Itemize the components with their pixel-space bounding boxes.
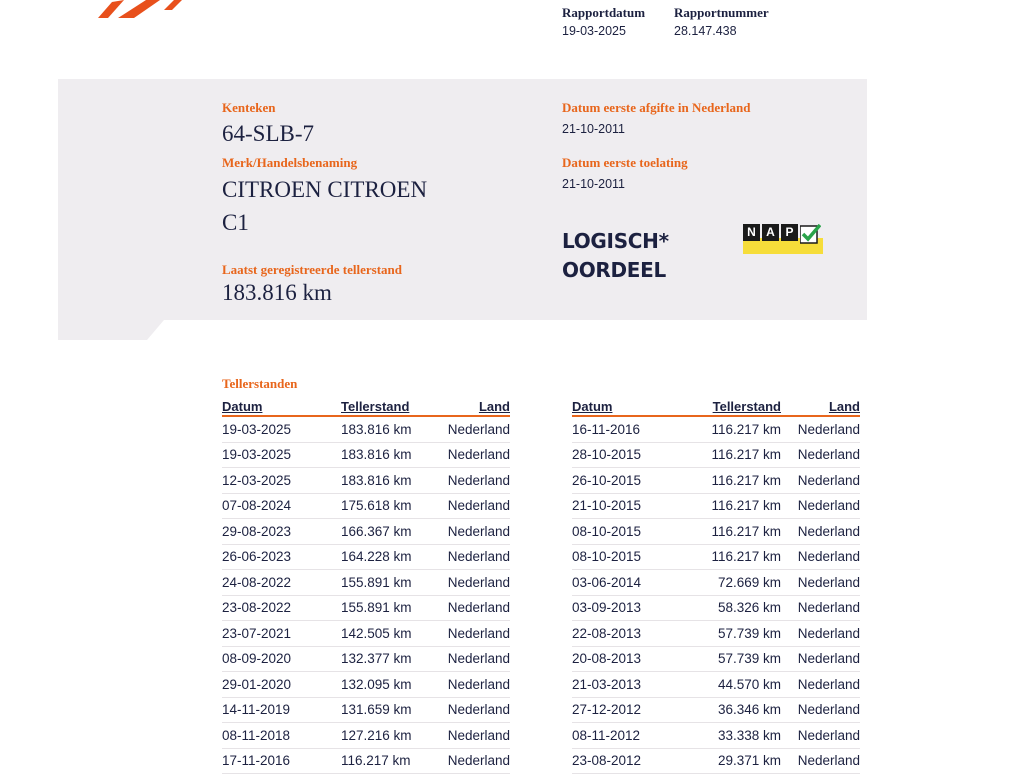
col-header-date: Datum bbox=[222, 397, 341, 416]
table-row bbox=[572, 723, 860, 749]
readings-body-left bbox=[222, 416, 510, 774]
cell-country: Nederland bbox=[431, 621, 510, 647]
cell-reading: 116.217 km bbox=[341, 748, 431, 774]
cell-date: 03-09-2013 bbox=[572, 595, 691, 621]
table-row bbox=[222, 621, 510, 647]
table-row bbox=[222, 570, 510, 596]
verdict-line2: OORDEEL bbox=[562, 258, 666, 282]
cell-country: Nederland bbox=[431, 493, 510, 519]
make-value-line1: CITROEN CITROEN bbox=[222, 177, 428, 202]
cell-reading: 29.371 km bbox=[691, 748, 781, 774]
cell-country: Nederland bbox=[781, 595, 860, 621]
cell-country: Nederland bbox=[781, 723, 860, 749]
cell-date: 08-10-2015 bbox=[572, 519, 691, 545]
cell-country: Nederland bbox=[781, 672, 860, 698]
cell-reading: 116.217 km bbox=[691, 493, 781, 519]
cell-reading: 116.217 km bbox=[691, 544, 781, 570]
vehicle-info-panel bbox=[58, 79, 867, 340]
table-row bbox=[222, 723, 510, 749]
cell-country: Nederland bbox=[781, 621, 860, 647]
table-row bbox=[572, 519, 860, 545]
cell-country: Nederland bbox=[781, 519, 860, 545]
table-row bbox=[222, 416, 510, 442]
cell-country: Nederland bbox=[431, 595, 510, 621]
cell-date: 08-09-2020 bbox=[222, 646, 341, 672]
table-row bbox=[222, 697, 510, 723]
table-row bbox=[222, 544, 510, 570]
cell-reading: 183.816 km bbox=[341, 442, 431, 468]
cell-date: 21-03-2013 bbox=[572, 672, 691, 698]
readings-body-right bbox=[572, 416, 860, 774]
cell-reading: 72.669 km bbox=[691, 570, 781, 596]
cell-reading: 164.228 km bbox=[341, 544, 431, 570]
cell-date: 26-10-2015 bbox=[572, 468, 691, 494]
cell-date: 14-11-2019 bbox=[222, 697, 341, 723]
cell-reading: 57.739 km bbox=[691, 621, 781, 647]
table-row bbox=[222, 493, 510, 519]
cell-date: 03-06-2014 bbox=[572, 570, 691, 596]
cell-country: Nederland bbox=[431, 723, 510, 749]
cell-reading: 131.659 km bbox=[341, 697, 431, 723]
checkmark-icon bbox=[800, 224, 821, 244]
table-row bbox=[572, 493, 860, 519]
first-issue-nl-value: 21-10-2011 bbox=[562, 122, 626, 136]
cell-date: 23-08-2012 bbox=[572, 748, 691, 774]
make-value-line2: C1 bbox=[222, 210, 249, 235]
cell-country: Nederland bbox=[431, 519, 510, 545]
cell-date: 21-10-2015 bbox=[572, 493, 691, 519]
verdict-line1: LOGISCH* bbox=[562, 229, 669, 253]
readings-title: Tellerstanden bbox=[222, 376, 298, 391]
cell-reading: 44.570 km bbox=[691, 672, 781, 698]
table-row bbox=[572, 621, 860, 647]
report-date: 19-03-2025 bbox=[562, 24, 626, 38]
cell-date: 29-08-2023 bbox=[222, 519, 341, 545]
nap-badge bbox=[743, 224, 823, 254]
cell-country: Nederland bbox=[781, 570, 860, 596]
cell-date: 19-03-2025 bbox=[222, 416, 341, 442]
cell-date: 23-07-2021 bbox=[222, 621, 341, 647]
cell-country: Nederland bbox=[431, 544, 510, 570]
table-row bbox=[572, 468, 860, 494]
table-row bbox=[222, 748, 510, 774]
table-row bbox=[572, 595, 860, 621]
cell-date: 07-08-2024 bbox=[222, 493, 341, 519]
odometer-value: 183.816 km bbox=[222, 280, 332, 305]
cell-date: 20-08-2013 bbox=[572, 646, 691, 672]
table-header-row bbox=[572, 397, 860, 416]
table-row bbox=[572, 697, 860, 723]
cell-country: Nederland bbox=[431, 672, 510, 698]
cell-reading: 127.216 km bbox=[341, 723, 431, 749]
cell-date: 23-08-2022 bbox=[222, 595, 341, 621]
cell-reading: 116.217 km bbox=[691, 519, 781, 545]
first-admission-label: Datum eerste toelating bbox=[562, 155, 688, 170]
nap-letter-n: N bbox=[743, 224, 760, 241]
table-row bbox=[572, 646, 860, 672]
cell-date: 28-10-2015 bbox=[572, 442, 691, 468]
col-header-reading: Tellerstand bbox=[341, 397, 431, 416]
table-row bbox=[222, 442, 510, 468]
cell-reading: 58.326 km bbox=[691, 595, 781, 621]
cell-country: Nederland bbox=[431, 570, 510, 596]
table-row bbox=[572, 748, 860, 774]
nap-letter-p: P bbox=[781, 224, 798, 241]
cell-reading: 36.346 km bbox=[691, 697, 781, 723]
cell-country: Nederland bbox=[431, 468, 510, 494]
col-header-country: Land bbox=[781, 397, 860, 416]
panel-background bbox=[58, 79, 867, 340]
nap-letter-a: A bbox=[762, 224, 779, 241]
cell-country: Nederland bbox=[781, 468, 860, 494]
col-header-country: Land bbox=[431, 397, 510, 416]
table-row bbox=[222, 595, 510, 621]
cell-reading: 132.095 km bbox=[341, 672, 431, 698]
logo-fragment bbox=[98, 0, 188, 18]
plate-value: 64-SLB-7 bbox=[222, 121, 314, 146]
table-row bbox=[222, 468, 510, 494]
cell-country: Nederland bbox=[431, 442, 510, 468]
cell-country: Nederland bbox=[431, 646, 510, 672]
cell-country: Nederland bbox=[431, 697, 510, 723]
cell-reading: 142.505 km bbox=[341, 621, 431, 647]
cell-reading: 166.367 km bbox=[341, 519, 431, 545]
table-row bbox=[572, 416, 860, 442]
verdict bbox=[562, 227, 669, 285]
cell-country: Nederland bbox=[781, 748, 860, 774]
cell-date: 19-03-2025 bbox=[222, 442, 341, 468]
cell-reading: 116.217 km bbox=[691, 416, 781, 442]
cell-country: Nederland bbox=[781, 442, 860, 468]
cell-reading: 132.377 km bbox=[341, 646, 431, 672]
table-header-row bbox=[222, 397, 510, 416]
cell-date: 24-08-2022 bbox=[222, 570, 341, 596]
table-row bbox=[572, 442, 860, 468]
cell-reading: 57.739 km bbox=[691, 646, 781, 672]
col-header-date: Datum bbox=[572, 397, 691, 416]
cell-country: Nederland bbox=[781, 544, 860, 570]
report-date-label: Rapportdatum bbox=[562, 5, 646, 20]
cell-country: Nederland bbox=[781, 416, 860, 442]
cell-reading: 155.891 km bbox=[341, 570, 431, 596]
cell-country: Nederland bbox=[431, 748, 510, 774]
odometer-label: Laatst geregistreerde tellerstand bbox=[222, 262, 403, 277]
first-issue-nl-label: Datum eerste afgifte in Nederland bbox=[562, 100, 751, 115]
col-header-reading: Tellerstand bbox=[691, 397, 781, 416]
cell-country: Nederland bbox=[781, 646, 860, 672]
table-row bbox=[222, 519, 510, 545]
cell-date: 08-11-2012 bbox=[572, 723, 691, 749]
table-row bbox=[572, 544, 860, 570]
cell-date: 17-11-2016 bbox=[222, 748, 341, 774]
cell-date: 16-11-2016 bbox=[572, 416, 691, 442]
cell-reading: 183.816 km bbox=[341, 416, 431, 442]
cell-country: Nederland bbox=[781, 697, 860, 723]
cell-date: 29-01-2020 bbox=[222, 672, 341, 698]
cell-reading: 175.618 km bbox=[341, 493, 431, 519]
cell-date: 22-08-2013 bbox=[572, 621, 691, 647]
cell-reading: 116.217 km bbox=[691, 468, 781, 494]
table-row bbox=[572, 672, 860, 698]
plate-label: Kenteken bbox=[222, 100, 276, 115]
cell-reading: 33.338 km bbox=[691, 723, 781, 749]
cell-date: 12-03-2025 bbox=[222, 468, 341, 494]
cell-reading: 155.891 km bbox=[341, 595, 431, 621]
cell-date: 08-10-2015 bbox=[572, 544, 691, 570]
readings-table-right bbox=[572, 397, 860, 774]
cell-country: Nederland bbox=[781, 493, 860, 519]
table-row bbox=[222, 646, 510, 672]
table-row bbox=[222, 672, 510, 698]
cell-date: 08-11-2018 bbox=[222, 723, 341, 749]
table-row bbox=[572, 570, 860, 596]
report-number-label: Rapportnummer bbox=[674, 5, 769, 20]
report-number: 28.147.438 bbox=[674, 24, 737, 38]
cell-date: 26-06-2023 bbox=[222, 544, 341, 570]
readings-table-left bbox=[222, 397, 510, 774]
cell-reading: 183.816 km bbox=[341, 468, 431, 494]
cell-country: Nederland bbox=[431, 416, 510, 442]
cell-date: 27-12-2012 bbox=[572, 697, 691, 723]
cell-reading: 116.217 km bbox=[691, 442, 781, 468]
first-admission-value: 21-10-2011 bbox=[562, 177, 626, 191]
make-label: Merk/Handelsbenaming bbox=[222, 155, 358, 170]
